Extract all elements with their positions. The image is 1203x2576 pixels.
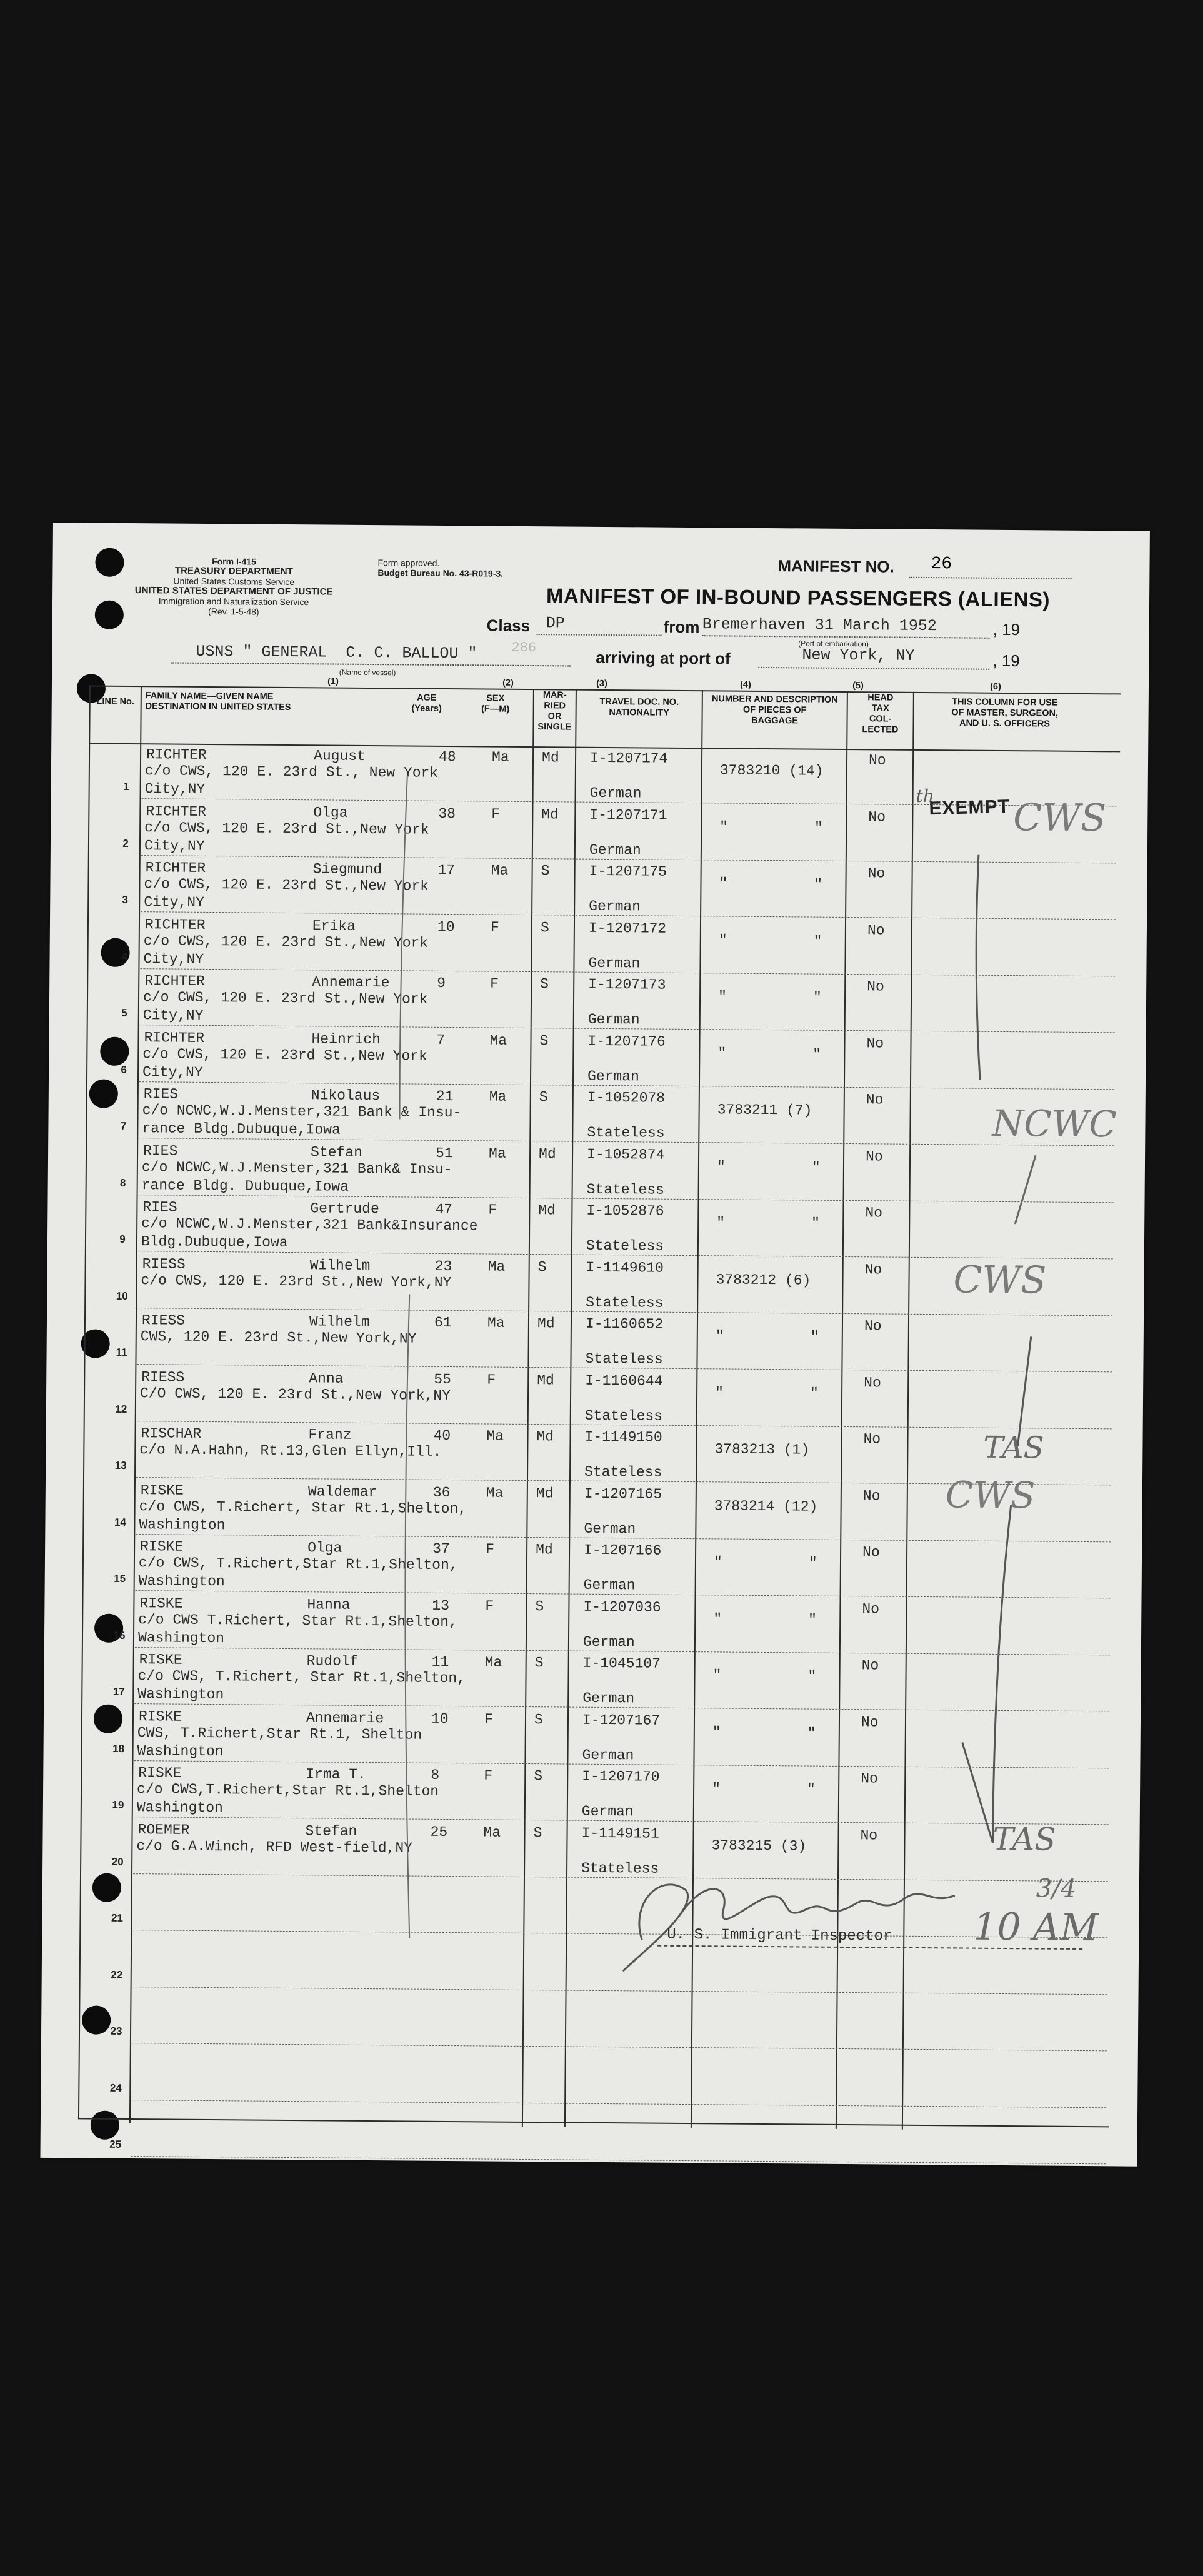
travel-doc-number: I-1045107 [582, 1655, 661, 1672]
passenger-marital-status: S [540, 976, 549, 993]
th-note: th [916, 785, 935, 807]
passenger-family-name: RICHTER [144, 973, 205, 990]
head-tax-collected: No [864, 1318, 882, 1335]
passenger-given-name: Irma T. [306, 1766, 367, 1783]
handwritten-cws: CWS [1013, 796, 1107, 841]
passenger-marital-status: S [540, 919, 549, 936]
year-label: , 19 [992, 619, 1021, 639]
passenger-marital-status: Md [536, 1428, 554, 1445]
passenger-given-name: Anna [309, 1370, 344, 1387]
passenger-given-name: Olga [307, 1540, 342, 1556]
line-number: 17 [112, 1685, 125, 1698]
travel-doc-number: I-1207173 [588, 976, 666, 993]
passenger-marital-status: S [539, 1032, 549, 1049]
passenger-family-name: RICHTER [146, 746, 207, 763]
passenger-age: 47 [435, 1201, 453, 1218]
passenger-family-name: RISKE [139, 1651, 182, 1668]
line-number: 22 [111, 1968, 123, 1981]
passenger-family-name: RICHTER [146, 803, 207, 820]
passenger-destination: c/o CWS, 120 E. 23rd St., New York City,NY [144, 763, 439, 798]
line-number: 5 [121, 1006, 127, 1019]
travel-doc-number: I-1207175 [589, 863, 667, 880]
dept-immigration: Immigration and Naturalization Service [158, 596, 309, 608]
line-number: 15 [114, 1572, 126, 1585]
head-tax-collected: No [867, 921, 885, 938]
passenger-marital-status: Md [538, 1202, 556, 1219]
passenger-family-name: RISKE [139, 1595, 183, 1612]
dept-justice: UNITED STATES DEPARTMENT OF JUSTICE [134, 585, 333, 598]
embarkation-value: Bremerhaven 31 March 1952 [702, 615, 937, 636]
passenger-age: 37 [432, 1540, 450, 1558]
col-num: (1) [327, 676, 339, 687]
manifest-number: 26 [931, 554, 952, 574]
passenger-age: 55 [434, 1371, 451, 1388]
passenger-given-name: Wilhelm [309, 1256, 371, 1274]
col-header-baggage: NUMBER AND DESCRIPTION OF PIECES OF BAGGAGE [711, 694, 838, 726]
travel-doc-number: I-1207172 [588, 920, 667, 937]
passenger-marital-status: S [539, 1089, 548, 1106]
passenger-sex: Ma [486, 1484, 504, 1501]
line-number: 9 [119, 1233, 126, 1245]
passenger-destination: c/o CWS, 120 E. 23rd St.,New York City,NY [143, 932, 429, 968]
col-header-head-tax: HEAD TAX COL- LECTED [862, 693, 899, 735]
line-number: 24 [109, 2082, 122, 2094]
passenger-destination: c/o CWS, 120 E. 23rd St.,New York,NY [141, 1271, 452, 1291]
passenger-nationality: German [588, 955, 641, 971]
passenger-given-name: Waldemar [307, 1483, 377, 1500]
passenger-destination: CWS, T.Richert,Star Rt.1, Shelton Washington [137, 1724, 422, 1760]
passenger-sex: F [491, 806, 501, 823]
col-num: (5) [852, 681, 864, 691]
head-tax-collected: No [866, 1035, 884, 1051]
passenger-destination: c/o CWS, T.Richert, Star Rt.1,Shelton, Washington [137, 1668, 466, 1703]
class-value: DP [546, 614, 565, 633]
passenger-sex: F [484, 1710, 493, 1728]
baggage-description: " " [713, 1554, 817, 1571]
passenger-nationality: Stateless [585, 1350, 663, 1368]
travel-doc-number: I-1207165 [584, 1485, 662, 1503]
passenger-marital-status: Md [538, 1145, 556, 1162]
passenger-given-name: Olga [313, 804, 348, 821]
col-header-sex: SEX (F—M) [481, 693, 510, 714]
passenger-given-name: Annemarie [312, 974, 390, 991]
passenger-sex: F [487, 1371, 496, 1388]
passenger-nationality: Stateless [584, 1463, 662, 1481]
passenger-age: 40 [433, 1427, 451, 1445]
passenger-sex: F [490, 975, 499, 992]
passenger-family-name: RISKE [138, 1708, 182, 1725]
passenger-sex: Ma [491, 862, 509, 879]
passenger-family-name: RIES [142, 1199, 177, 1216]
handwritten-initials: TAS [992, 1820, 1056, 1858]
embark-note: (Port of embarkation) [798, 639, 869, 649]
col-num: (4) [740, 679, 751, 690]
passenger-sex: Ma [486, 1428, 504, 1445]
passenger-nationality: Stateless [586, 1294, 664, 1311]
passenger-destination: c/o CWS, 120 E. 23rd St.,New York City,NY [144, 876, 429, 911]
passenger-given-name: Siegmund [312, 861, 382, 878]
manifest-number-label: MANIFEST NO. [777, 556, 894, 576]
passenger-marital-status: Md [537, 1315, 555, 1332]
passenger-family-name: RISCHAR [141, 1425, 202, 1442]
head-tax-collected: No [867, 865, 886, 882]
year-label: , 19 [992, 651, 1020, 671]
passenger-family-name: RICHTER [145, 860, 206, 876]
passenger-family-name: RIES [143, 1142, 178, 1160]
line-number: 6 [121, 1063, 127, 1076]
passenger-sex: F [490, 919, 499, 936]
passenger-nationality: German [583, 1576, 636, 1594]
passenger-age: 10 [431, 1710, 449, 1727]
line-number: 10 [116, 1290, 128, 1302]
passenger-marital-status: S [534, 1711, 543, 1728]
passenger-sex: F [484, 1767, 493, 1784]
travel-doc-number: I-1149150 [584, 1428, 662, 1446]
passenger-age: 17 [437, 861, 456, 879]
passenger-age: 25 [430, 1823, 448, 1840]
passenger-nationality: German [587, 1011, 640, 1028]
travel-doc-number: I-1207170 [582, 1768, 660, 1785]
handwritten-ncwc: NCWC [992, 1101, 1117, 1146]
line-number: 12 [115, 1403, 127, 1415]
line-number: 8 [119, 1176, 126, 1189]
col-header-line: LINE No. [96, 696, 135, 708]
passenger-nationality: German [589, 784, 642, 802]
baggage-description: " " [717, 1045, 822, 1063]
passenger-marital-status: S [535, 1598, 544, 1615]
passenger-nationality: Stateless [586, 1181, 664, 1198]
line-number: 20 [111, 1855, 124, 1868]
passenger-destination: c/o G.A.Winch, RFD West-field,NY [136, 1837, 413, 1857]
passenger-sex: F [486, 1541, 495, 1558]
line-number: 21 [111, 1912, 123, 1924]
passenger-marital-status: Md [536, 1541, 553, 1558]
head-tax-collected: No [863, 1431, 881, 1448]
passenger-family-name: RIES [143, 1086, 179, 1103]
passenger-nationality: Stateless [584, 1407, 663, 1425]
passenger-destination: CWS, 120 E. 23rd St.,New York,NY [140, 1328, 417, 1347]
line-number: 1 [122, 780, 129, 793]
passenger-age: 9 [437, 975, 446, 991]
from-label: from [663, 617, 700, 637]
passenger-marital-status: S [537, 1258, 547, 1275]
handwritten-time: 10 AM [973, 1905, 1099, 1950]
col-header-officers: THIS COLUMN FOR USE OF MASTER, SURGEON, AND U. S. OFFICERS [951, 697, 1059, 729]
passenger-family-name: RIESS [142, 1255, 186, 1273]
travel-doc-number: I-1052874 [586, 1146, 665, 1163]
baggage-description: 3783210 (14) [719, 762, 824, 779]
passenger-age: 13 [432, 1597, 450, 1614]
baggage-description: 3783214 (12) [714, 1497, 818, 1515]
passenger-family-name: RISKE [138, 1765, 182, 1782]
passenger-marital-status: S [534, 1768, 543, 1785]
handwritten-initials: TAS [983, 1430, 1044, 1466]
passenger-destination: c/o CWS, 120 E. 23rd St.,New York City,NY [142, 989, 428, 1024]
passenger-destination: c/o CWS T.Richert, Star Rt.1,Shelton, Washington [137, 1611, 457, 1646]
line-number: 2 [122, 837, 129, 849]
dept-treasury: TREASURY DEPARTMENT [174, 565, 293, 578]
head-tax-collected: No [865, 1148, 883, 1165]
passenger-marital-status: S [541, 863, 550, 880]
exempt-stamp: EXEMPT [929, 796, 1011, 819]
passenger-destination: c/o N.A.Hahn, Rt.13,Glen Ellyn,Ill. [139, 1441, 442, 1460]
col-num: (6) [990, 681, 1001, 692]
passenger-marital-status: Md [537, 1371, 554, 1388]
line-number: 19 [112, 1798, 124, 1811]
passenger-given-name: Hanna [307, 1596, 351, 1613]
passenger-destination: c/o CWS,T.Richert,Star Rt.1,Shelton Washington [136, 1781, 439, 1817]
baggage-description: " " [714, 1384, 819, 1402]
head-tax-collected: No [868, 752, 886, 769]
inspector-signature [604, 1865, 980, 1980]
passenger-age: 48 [438, 748, 456, 766]
passenger-destination: c/o CWS, T.Richert,Star Rt.1,Shelton, Washington [138, 1555, 458, 1590]
travel-doc-number: I-1149610 [586, 1259, 664, 1276]
head-tax-collected: No [862, 1544, 880, 1561]
inspector-label: U. S. Immigrant Inspector [667, 1926, 892, 1945]
travel-doc-number: I-1149151 [581, 1825, 659, 1842]
travel-doc-number: I-1207174 [589, 749, 668, 767]
passenger-destination: c/o NCWC,W.J.Menster,321 Bank& Insu- rance Bldg. Dubuque,Iowa [141, 1158, 452, 1195]
passenger-sex: Ma [487, 1258, 506, 1275]
col-header-age: AGE (Years) [411, 693, 442, 714]
budget-bureau: Budget Bureau No. 43-R019-3. [377, 568, 504, 579]
line-number: 14 [114, 1516, 126, 1528]
travel-doc-number: I-1052078 [587, 1089, 666, 1106]
passenger-nationality: German [589, 898, 641, 915]
passenger-age: 51 [435, 1145, 453, 1161]
handwritten-date: 3/4 [1036, 1874, 1077, 1903]
passenger-sex: F [488, 1201, 497, 1218]
line-number: 13 [114, 1459, 127, 1471]
line-number: 23 [110, 2025, 122, 2037]
line-number: 3 [122, 893, 129, 906]
passenger-age: 7 [436, 1031, 446, 1048]
baggage-description: 3783211 (7) [717, 1101, 812, 1119]
baggage-description: " " [717, 988, 822, 1006]
passenger-age: 10 [437, 918, 455, 935]
passenger-destination: C/O CWS, 120 E. 23rd St.,New York,NY [139, 1385, 451, 1404]
travel-doc-number: I-1207176 [587, 1033, 666, 1050]
passenger-marital-status: Md [541, 749, 559, 766]
head-tax-collected: No [864, 1261, 882, 1278]
passenger-marital-status: S [534, 1655, 544, 1671]
form-revision: (Rev. 1-5-48) [208, 606, 259, 617]
baggage-description: 3783215 (3) [711, 1837, 807, 1855]
passenger-destination: c/o NCWC,W.J.Menster,321 Bank & Insu- rance Bldg.Dubuque,Iowa [142, 1102, 462, 1138]
passenger-nationality: Stateless [587, 1124, 665, 1141]
vessel-name: USNS " GENERAL C. C. BALLOU " [196, 642, 477, 663]
travel-doc-number: I-1207036 [583, 1598, 661, 1616]
handwritten-cws: CWS [945, 1473, 1036, 1517]
arriving-label: arriving at port of [596, 648, 731, 668]
passenger-age: 11 [431, 1653, 449, 1671]
head-tax-collected: No [864, 1374, 881, 1391]
passenger-age: 36 [432, 1484, 451, 1501]
form-title: MANIFEST OF IN-BOUND PASSENGERS (ALIENS) [546, 584, 1051, 611]
passenger-family-name: RIESS [141, 1312, 186, 1329]
passenger-given-name: Franz [308, 1426, 352, 1443]
passenger-nationality: Stateless [586, 1237, 664, 1255]
col-num: (3) [596, 678, 607, 689]
passenger-marital-status: Md [541, 806, 559, 823]
baggage-description: 3783213 (1) [714, 1441, 810, 1458]
passenger-nationality: German [584, 1520, 636, 1537]
passenger-marital-status: S [533, 1824, 542, 1841]
baggage-description: " " [719, 875, 823, 893]
passenger-sex: F [485, 1597, 494, 1615]
passenger-given-name: Heinrich [311, 1030, 381, 1048]
line-number: 4 [121, 950, 128, 963]
baggage-description: " " [712, 1780, 816, 1798]
travel-doc-number: I-1160652 [585, 1315, 664, 1333]
passenger-sex: Ma [489, 1032, 507, 1049]
class-label: Class [486, 616, 531, 635]
head-tax-collected: No [860, 1827, 878, 1843]
passenger-nationality: German [582, 1633, 635, 1650]
vessel-note: (Name of vessel) [339, 668, 396, 678]
passenger-given-name: Erika [312, 917, 356, 935]
baggage-description: " " [712, 1667, 817, 1685]
passenger-nationality: German [581, 1803, 634, 1820]
line-number: 16 [113, 1629, 126, 1641]
line-number: 7 [120, 1120, 127, 1132]
head-tax-collected: No [865, 1205, 883, 1221]
passenger-sex: Ma [489, 1088, 507, 1105]
head-tax-collected: No [866, 1091, 884, 1108]
passenger-age: 23 [434, 1258, 452, 1275]
col-header-name: FAMILY NAME—GIVEN NAME DESTINATION IN UNITED STATES [145, 691, 291, 713]
passenger-family-name: RISKE [140, 1538, 184, 1555]
handwritten-cws: CWS [953, 1258, 1047, 1303]
passenger-sex: Ma [491, 749, 509, 766]
travel-doc-number: I-1207171 [589, 806, 667, 824]
passenger-given-name: Rudolf [306, 1653, 359, 1670]
travel-doc-number: I-1207166 [584, 1541, 662, 1559]
passenger-given-name: Nikolaus [311, 1087, 381, 1105]
baggage-description: " " [715, 1328, 819, 1345]
arrival-port: New York, NY [802, 646, 915, 665]
head-tax-collected: No [861, 1770, 878, 1787]
passenger-nationality: German [587, 1068, 640, 1085]
passenger-given-name: Annemarie [306, 1709, 384, 1727]
head-tax-collected: No [862, 1600, 880, 1617]
passenger-given-name: Wilhelm [309, 1313, 370, 1331]
passenger-nationality: German [589, 841, 641, 858]
passenger-given-name: Gertrude [310, 1200, 379, 1218]
passenger-given-name: Stefan [305, 1822, 357, 1840]
dept-customs: United States Customs Service [173, 576, 295, 588]
head-tax-collected: No [861, 1713, 879, 1730]
ghost-number: 286 [511, 639, 537, 656]
line-number: 18 [112, 1742, 125, 1755]
col-header-travel-doc: TRAVEL DOC. NO. NATIONALITY [599, 696, 679, 718]
passenger-age: 21 [436, 1088, 454, 1105]
passenger-nationality: German [582, 1690, 635, 1707]
passenger-sex: Ma [487, 1315, 505, 1331]
passenger-sex: Ma [488, 1145, 506, 1162]
head-tax-collected: No [861, 1657, 879, 1674]
form-approved: Form approved. [377, 558, 440, 568]
passenger-sex: Ma [484, 1654, 502, 1671]
passenger-age: 38 [438, 805, 456, 822]
passenger-destination: c/o NCWC,W.J.Menster,321 Bank&Insurance Bldg.Dubuque,Iowa [141, 1215, 478, 1251]
baggage-description: " " [712, 1723, 816, 1742]
passenger-sex: Ma [483, 1823, 501, 1841]
passenger-age: 61 [434, 1314, 452, 1331]
baggage-description: " " [718, 931, 822, 950]
passenger-marital-status: Md [536, 1485, 554, 1501]
travel-doc-number: I-1160644 [585, 1372, 663, 1390]
passenger-nationality: German [582, 1747, 634, 1763]
manifest-sheet [40, 523, 1149, 2167]
passenger-given-name: Stefan [311, 1143, 363, 1161]
head-tax-collected: No [868, 808, 886, 825]
passenger-family-name: RICHTER [144, 1029, 205, 1046]
passenger-family-name: RIESS [141, 1368, 185, 1386]
line-number: 25 [109, 2138, 122, 2150]
passenger-family-name: RICHTER [144, 916, 206, 933]
baggage-description: 3783212 (6) [716, 1271, 811, 1289]
baggage-description: " " [713, 1610, 817, 1628]
col-header-married: MAR- RIED OR SINGLE [537, 690, 572, 733]
baggage-description: " " [716, 1158, 821, 1176]
check-marks [40, 523, 1149, 2167]
passenger-destination: c/o CWS, 120 E. 23rd St.,New York City,NY [144, 819, 429, 854]
passenger-family-name: ROEMER [137, 1821, 190, 1838]
passenger-age: 8 [431, 1767, 440, 1783]
form-number: Form I-415 [212, 556, 256, 567]
passenger-nationality: Stateless [581, 1860, 659, 1877]
head-tax-collected: No [862, 1487, 881, 1504]
baggage-description: " " [719, 818, 823, 836]
travel-doc-number: I-1207167 [582, 1711, 661, 1729]
baggage-description: " " [716, 1215, 820, 1232]
line-number: 11 [116, 1346, 127, 1358]
passenger-destination: c/o CWS, 120 E. 23rd St.,New York City,NY [142, 1045, 427, 1081]
passenger-given-name: August [313, 748, 366, 764]
head-tax-collected: No [867, 978, 884, 995]
travel-doc-number: I-1052876 [586, 1202, 664, 1220]
passenger-family-name: RISKE [140, 1481, 184, 1499]
col-num: (2) [502, 678, 514, 688]
passenger-destination: c/o CWS, T.Richert, Star Rt.1,Shelton, Washington [139, 1498, 467, 1533]
